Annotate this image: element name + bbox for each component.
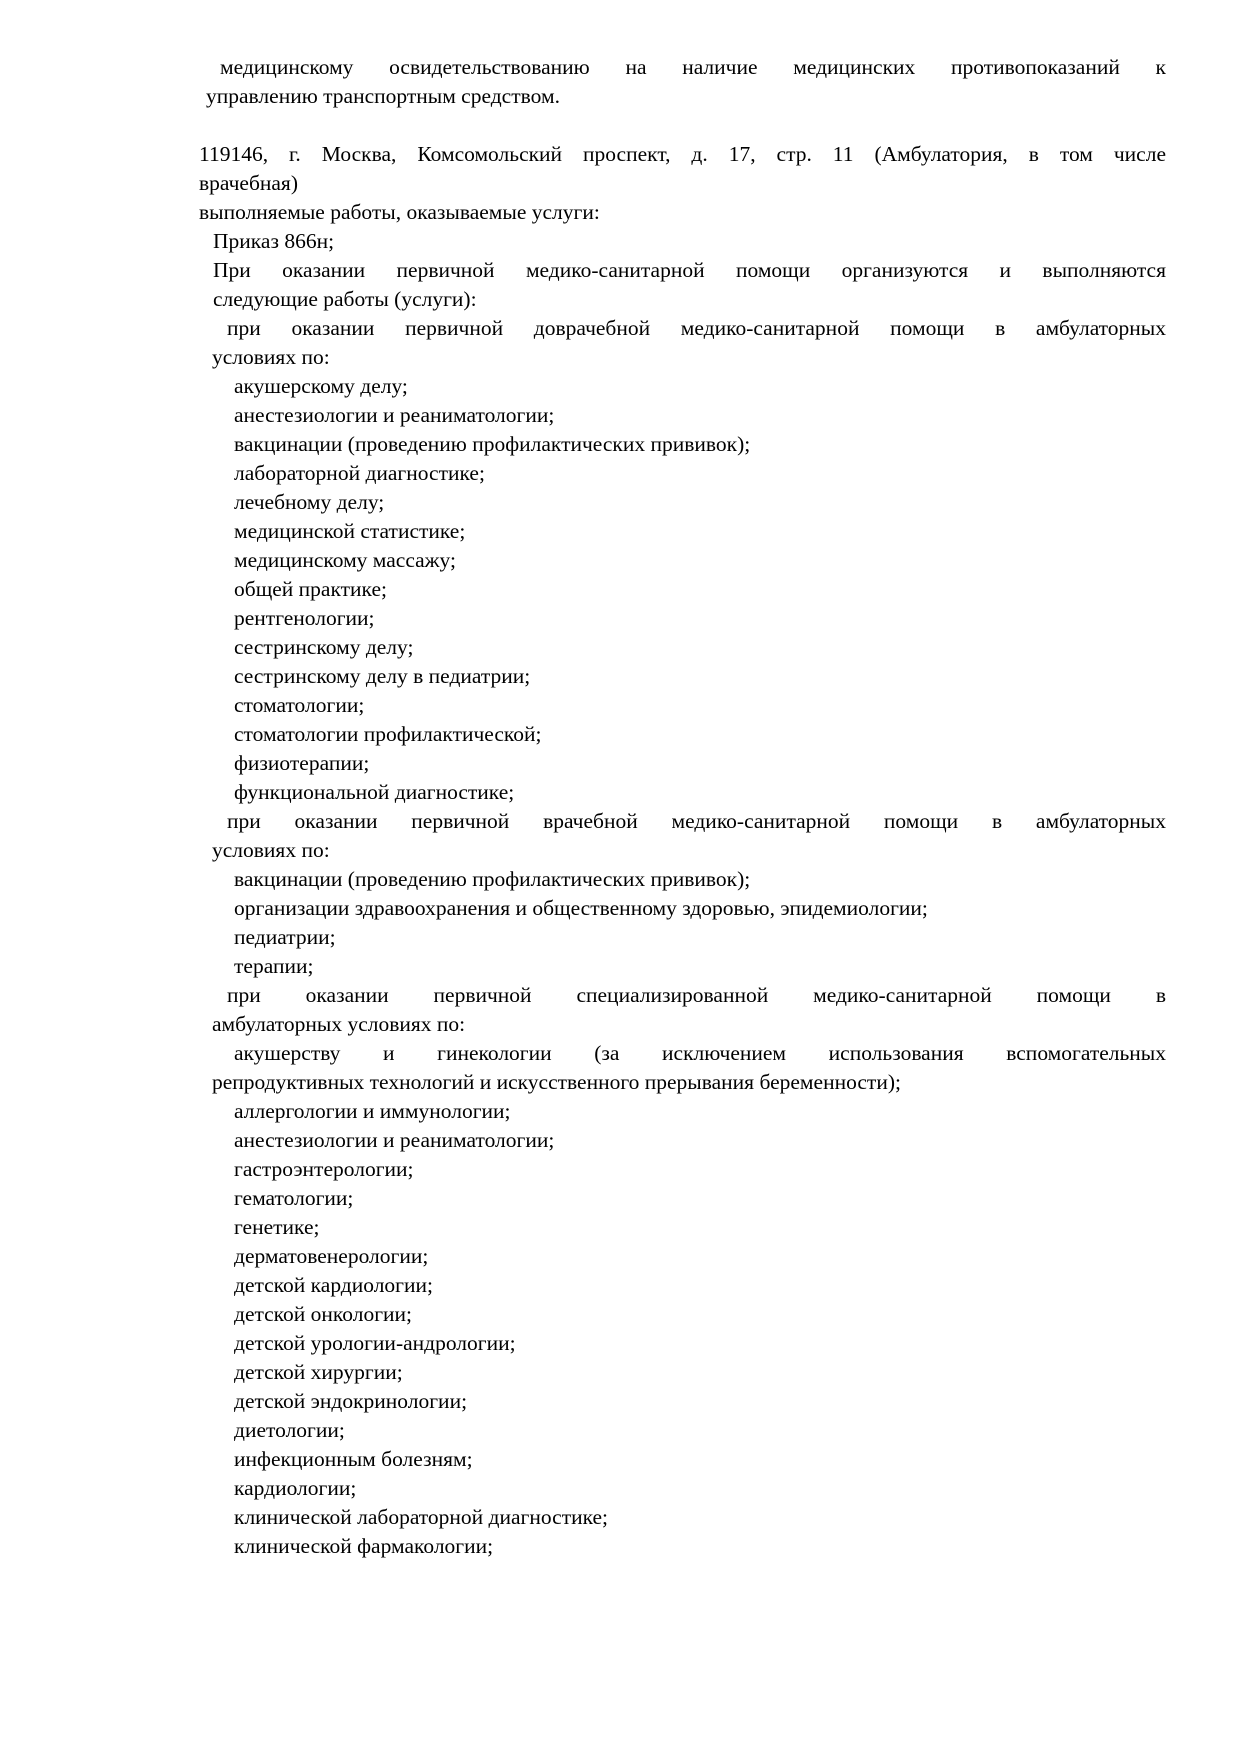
service-item-line: акушерству и гинекологии (за исключением использования вспомогательных — [234, 1041, 1166, 1065]
service-item: физиотерапии; — [234, 751, 370, 775]
service-item: генетике; — [234, 1215, 320, 1239]
service-item: вакцинации (проведению профилактических прививок); — [234, 867, 751, 891]
service-item: инфекционным болезням; — [234, 1447, 473, 1471]
intro-paragraph-line: При оказании первичной медико-санитарной помощи организуются и выполняются — [213, 258, 1166, 282]
service-item: вакцинации (проведению профилактических прививок); — [234, 432, 751, 456]
service-item: лечебному делу; — [234, 490, 385, 514]
service-item: клинической фармакологии; — [234, 1534, 494, 1558]
service-item: стоматологии профилактической; — [234, 722, 542, 746]
service-item: медицинскому массажу; — [234, 548, 456, 572]
blank-line — [199, 111, 1166, 140]
service-item: педиатрии; — [234, 925, 336, 949]
service-item: медицинской статистике; — [234, 519, 466, 543]
section-heading-line: условиях по: — [212, 838, 330, 862]
service-item: сестринскому делу в педиатрии; — [234, 664, 531, 688]
continuation-paragraph-line: управлению транспортным средством. — [206, 84, 560, 108]
service-item-line: репродуктивных технологий и искусственного прерывания беременности); — [212, 1070, 901, 1094]
address-line: врачебная) — [199, 171, 298, 195]
intro-paragraph-line: следующие работы (услуги): — [213, 287, 477, 311]
service-item: анестезиологии и реаниматологии; — [234, 403, 555, 427]
service-item: детской кардиологии; — [234, 1273, 433, 1297]
sections — [199, 314, 1166, 1561]
continuation-paragraph-line: медицинскому освидетельствованию на наличие медицинских противопоказаний к — [220, 55, 1166, 79]
service-item: клинической лабораторной диагностике; — [234, 1505, 609, 1529]
service-item: кардиологии; — [234, 1476, 357, 1500]
service-item: детской урологии-андрологии; — [234, 1331, 516, 1355]
service-item: акушерскому делу; — [234, 374, 408, 398]
service-item: диетологии; — [234, 1418, 345, 1442]
service-item: гематологии; — [234, 1186, 354, 1210]
address-line: 119146, г. Москва, Комсомольский проспект, д. 17, стр. 11 (Амбулатория, в том числе — [199, 142, 1166, 166]
service-item: сестринскому делу; — [234, 635, 414, 659]
service-item: анестезиологии и реаниматологии; — [234, 1128, 555, 1152]
service-item: общей практике; — [234, 577, 387, 601]
section-heading-line: при оказании первичной доврачебной медико-санитарной помощи в амбулаторных — [227, 316, 1166, 340]
works-services-label: выполняемые работы, оказываемые услуги: — [199, 200, 600, 224]
service-item: детской эндокринологии; — [234, 1389, 468, 1413]
service-item: детской хирургии; — [234, 1360, 403, 1384]
section-heading-line: при оказании первичной врачебной медико-санитарной помощи в амбулаторных — [227, 809, 1166, 833]
service-item: гастроэнтерологии; — [234, 1157, 414, 1181]
service-item: организации здравоохранения и общественному здоровью, эпидемиологии; — [234, 896, 928, 920]
service-item: дерматовенерологии; — [234, 1244, 429, 1268]
section-heading-line: при оказании первичной специализированной медико-санитарной помощи в — [227, 983, 1166, 1007]
service-item: детской онкологии; — [234, 1302, 413, 1326]
service-item: стоматологии; — [234, 693, 365, 717]
section-heading-line: амбулаторных условиях по: — [212, 1012, 466, 1036]
section-heading-line: условиях по: — [212, 345, 330, 369]
service-item: функциональной диагностике; — [234, 780, 515, 804]
service-item: аллергологии и иммунологии; — [234, 1099, 511, 1123]
service-item: терапии; — [234, 954, 314, 978]
service-item: лабораторной диагностике; — [234, 461, 485, 485]
service-item: рентгенологии; — [234, 606, 375, 630]
order-reference: Приказ 866н; — [213, 229, 335, 253]
